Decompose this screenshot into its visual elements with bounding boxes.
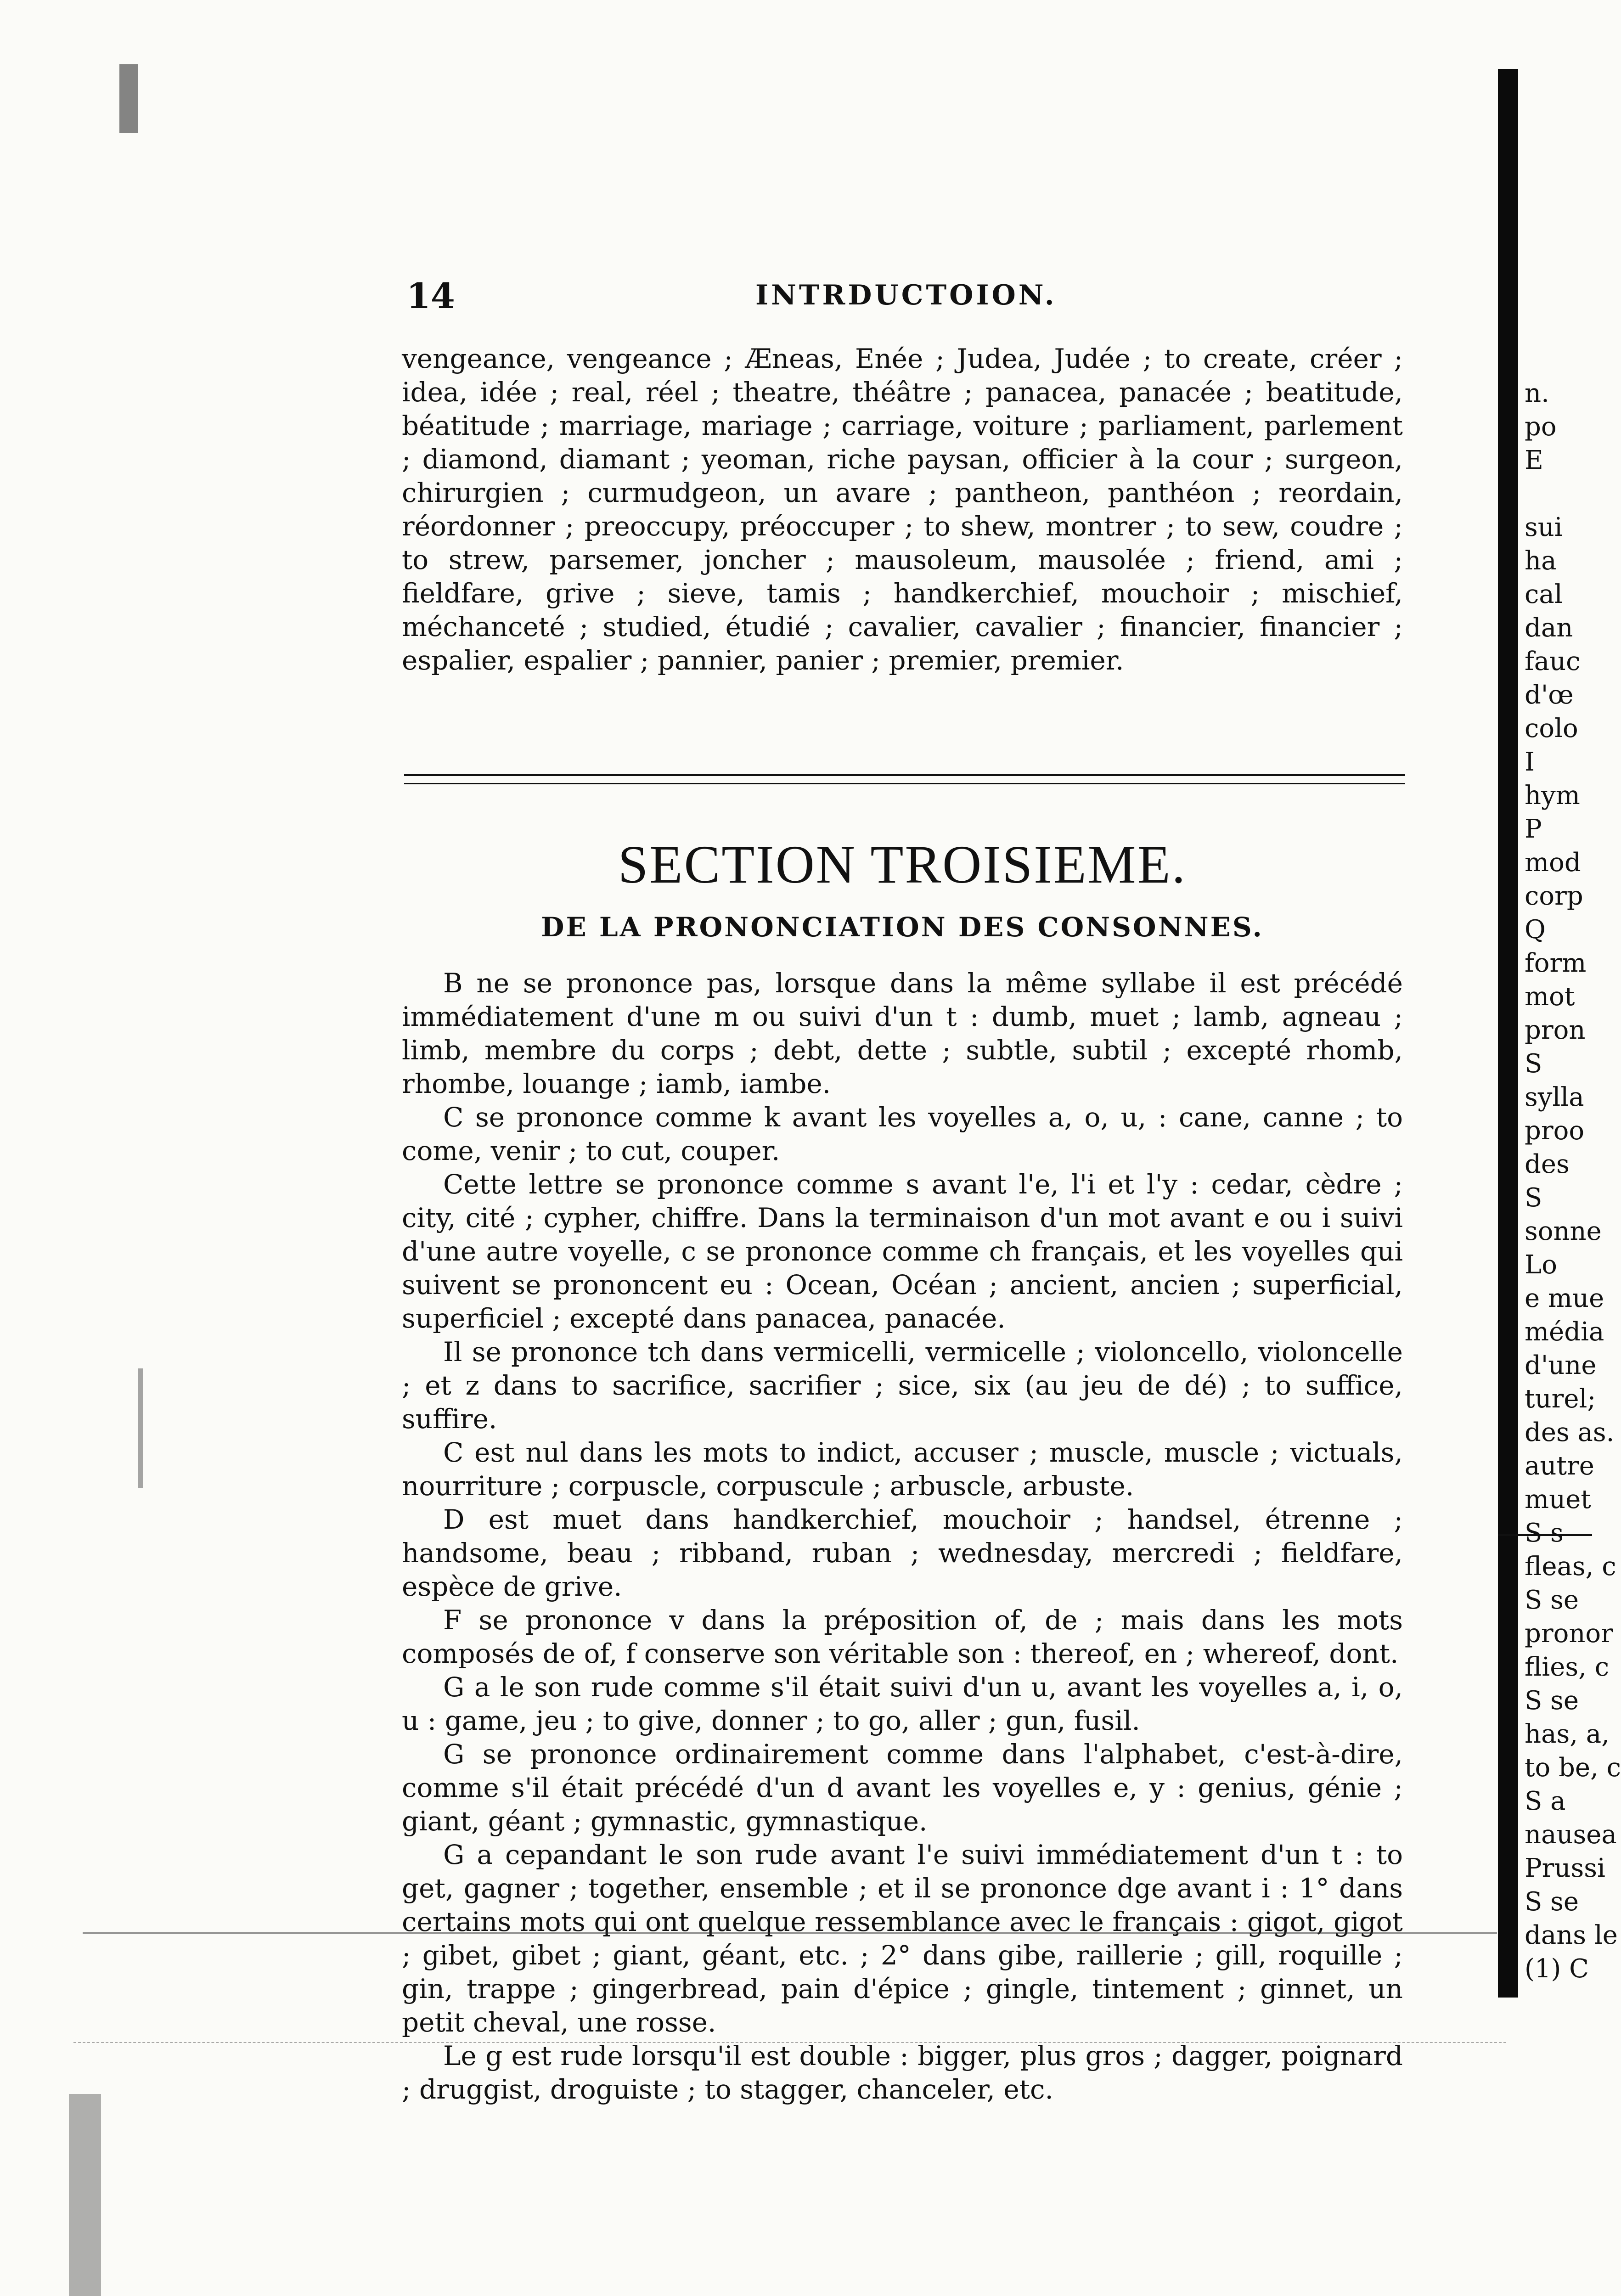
fragment-line: S se (1525, 1887, 1579, 1917)
adjacent-page-rule (1498, 1534, 1592, 1536)
fragment-line: mod (1525, 848, 1581, 878)
paragraph-c-soft: Cette lettre se prononce comme s avant l'e, l'i et l'y : cedar, cèdre ; city, cité ; cypher, chiffre. Dans la terminaison d'un mot avant e ou i suivi d'une autre voyelle, c se prononce comme ch français, et les voyelles qui suivent se prononcent eu : Ocean, Océan ; ancient, ancien ; superficial, superficiel ; excepté dans panacea, panacée. (402, 1169, 1403, 1334)
adjacent-page-fragment (1525, 377, 1621, 1986)
fragment-line: S a (1525, 1786, 1566, 1816)
fragment-line: mot (1525, 982, 1575, 1012)
fragment-line: muet (1525, 1485, 1591, 1514)
margin-mark (69, 2094, 101, 2296)
fragment-line: sylla (1525, 1082, 1584, 1112)
fragment-line: P (1525, 814, 1542, 844)
running-title: INTRDUCTOION. (755, 279, 1057, 311)
section-title: SECTION TROISIEME. (618, 834, 1187, 895)
paragraph-g-exceptions: G a cepandant le son rude avant l'e suivi immédiatement d'un t : to get, gagner ; together, ensemble ; et il se prononce dge avant i : 1° dans certains mots qui ont quelque ressemblance avec le français : gigot, gigot ; gibet, gibet ; giant, géant, etc. ; 2° dans gibe, raillerie ; gill, roquille ; gin, trappe ; gingerbread, pain d'épice ; gingle, tintement ; ginnet, un petit cheval, une rosse. (402, 1839, 1403, 2038)
fragment-line: média (1525, 1317, 1604, 1347)
fragment-line: n. (1525, 378, 1549, 408)
fragment-line: corp (1525, 881, 1583, 911)
section-rule-bottom (404, 783, 1405, 784)
paragraph-c-tch: Il se prononce tch dans vermicelli, vermicelle ; violoncello, violoncelle ; et z dans to sacrifice, sacrifier ; sice, six (au jeu de dé) ; to suffice, suffire. (402, 1336, 1403, 1435)
fragment-line: Q (1525, 915, 1546, 945)
fragment-line: dans le (1525, 1920, 1618, 1950)
fragment-line: S (1525, 1183, 1542, 1213)
fragment-line: colo (1525, 714, 1578, 743)
fragment-line: autre (1525, 1451, 1594, 1481)
fragment-line: fleas, c (1525, 1552, 1616, 1581)
fragment-line: S s (1525, 1518, 1564, 1548)
fragment-line: ha (1525, 546, 1557, 576)
paragraph-b: B ne se prononce pas, lorsque dans la même syllabe il est précédé immédiatement d'une m ou suivi d'un t : dumb, muet ; lamb, agneau ; limb, membre du corps ; debt, dette ; subtle, subtil ; excepté rhomb, rhombe, louange ; iamb, iambe. (402, 968, 1403, 1099)
fragment-line: has, a, (1525, 1719, 1610, 1749)
binding-edge (1498, 69, 1518, 1998)
fragment-line: sui (1525, 512, 1563, 542)
fragment-line: d'une (1525, 1351, 1597, 1380)
fragment-line: S (1525, 1049, 1542, 1079)
section-rule-top (404, 774, 1405, 776)
fragment-line: flies, c (1525, 1652, 1610, 1682)
fragment-line: cal (1525, 580, 1563, 609)
page-number: 14 (406, 276, 455, 316)
paragraph-g-soft: G se prononce ordinairement comme dans l'alphabet, c'est-à-dire, comme s'il était précédé d'un d avant les voyelles e, y : genius, génie ; giant, géant ; gymnastic, gymnastique. (402, 1739, 1403, 1837)
paragraph-g-double: Le g est rude lorsqu'il est double : bigger, plus gros ; dagger, poignard ; druggist, droguiste ; to stagger, chanceler, etc. (402, 2040, 1403, 2105)
fragment-line: S se (1525, 1686, 1579, 1716)
fragment-line: d'œ (1525, 680, 1574, 710)
fragment-line: I (1525, 747, 1535, 777)
fragment-line: po (1525, 412, 1557, 442)
fragment-line: dan (1525, 613, 1573, 643)
paragraph-c-silent: C est nul dans les mots to indict, accuser ; muscle, muscle ; victuals, nourriture ; corpuscle, corpuscule ; arbuscle, arbuste. (402, 1437, 1403, 1502)
fragment-line: nausea (1525, 1820, 1617, 1850)
scan-artifact-line (83, 1932, 1497, 1934)
margin-mark (119, 64, 138, 133)
intro-paragraph: vengeance, vengeance ; Æneas, Enée ; Judea, Judée ; to create, créer ; idea, idée ; real, réel ; theatre, théâtre ; panacea, panacée ; beatitude, béatitude ; marriage, mariage ; carriage, voiture ; parliament, parlement ; diamond, diamant ; yeoman, riche paysan, officier à la cour ; surgeon, chirurgien ; curmudgeon, un avare ; pantheon, panthéon ; reordain, réordonner ; preoccupy, préoccuper ; to shew, montrer ; to sew, coudre ; to strew, parsemer, joncher ; mausoleum, mausolée ; friend, ami ; fieldfare, grive ; sieve, tamis ; handkerchief, mouchoir ; mischief, méchanceté ; studied, étudié ; cavalier, cavalier ; financier, financier ; espalier, espalier ; pannier, panier ; premier, premier. (402, 343, 1403, 676)
page-header (406, 276, 1398, 321)
fragment-line: S se (1525, 1585, 1579, 1615)
fragment-line: pron (1525, 1015, 1586, 1045)
paragraph-g-hard: G a le son rude comme s'il était suivi d'un u, avant les voyelles a, i, o, u : game, jeu ; to give, donner ; to go, aller ; gun, fusil. (402, 1671, 1403, 1736)
paragraph-d: D est muet dans handkerchief, mouchoir ; handsel, étrenne ; handsome, beau ; ribband, ruban ; wednesday, mercredi ; fieldfare, espèce de grive. (402, 1504, 1403, 1602)
fragment-line: sonne (1525, 1216, 1602, 1246)
intro-text-block (402, 342, 1403, 677)
fragment-line: Lo (1525, 1250, 1557, 1280)
fragment-line: hym (1525, 781, 1580, 810)
fragment-line: to be, c (1525, 1753, 1621, 1783)
fragment-line: fauc (1525, 647, 1581, 676)
fragment-line: pronor (1525, 1619, 1613, 1649)
fragment-line: turel; (1525, 1384, 1596, 1414)
fragment-line: (1) C (1525, 1954, 1589, 1984)
fragment-line: E (1525, 445, 1543, 475)
fragment-line (1525, 477, 1592, 511)
fragment-line: e mue (1525, 1283, 1604, 1313)
scan-artifact-line (73, 2042, 1506, 2043)
section-subtitle: DE LA PRONONCIATION DES CONSONNES. (541, 912, 1264, 943)
fragment-line: form (1525, 948, 1587, 978)
fragment-line: proo (1525, 1116, 1585, 1146)
paragraph-c: C se prononce comme k avant les voyelles a, o, u, : cane, canne ; to come, venir ; to cut, couper. (402, 1102, 1403, 1166)
paragraph-f: F se prononce v dans la préposition of, de ; mais dans les mots composés de of, f conserve son véritable son : thereof, en ; whereof, dont. (402, 1604, 1403, 1669)
fragment-line: Prussi (1525, 1853, 1605, 1883)
fragment-line: des (1525, 1149, 1570, 1179)
fragment-line: des as. (1525, 1418, 1615, 1447)
consonants-text-block (402, 967, 1403, 2106)
margin-mark (138, 1368, 143, 1488)
